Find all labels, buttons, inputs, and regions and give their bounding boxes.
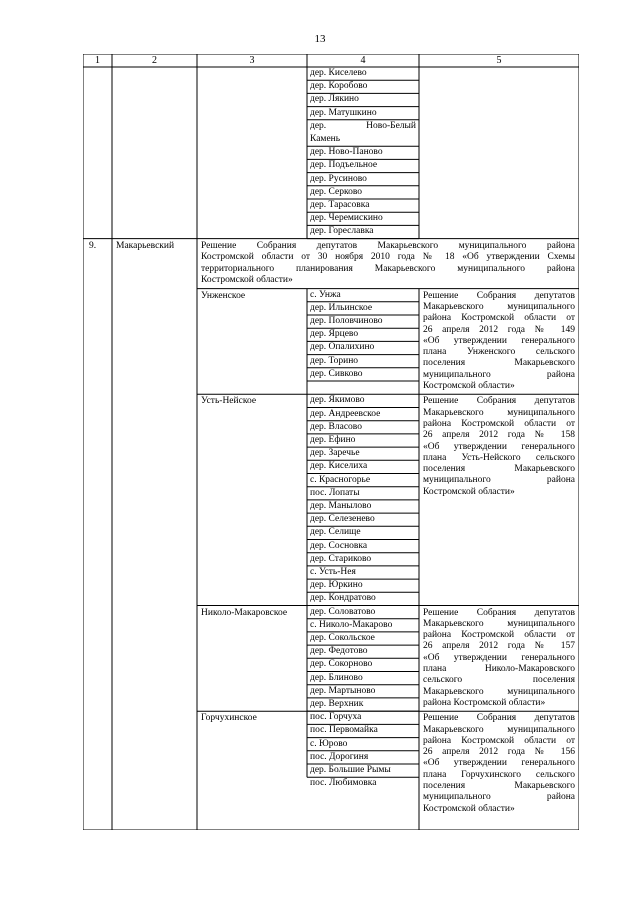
village-name: дер. Русиново [310, 173, 367, 184]
settlement-name: Николо-Макаровское [201, 607, 288, 618]
village-name: пос. Первомайка [310, 725, 378, 736]
village-name: с. Юрово [310, 738, 348, 749]
district-decision-line: Решение Собрания депутатов Макарьевского муниципального района [201, 240, 575, 251]
district-decision-line: Костромской области от 30 ноября 2010 года № 18 «Об утверждении Схемы [201, 252, 575, 263]
settlement-name: Унженское [201, 290, 246, 301]
page-number: 13 [314, 33, 326, 45]
column-header: 1 [95, 55, 100, 66]
village-name: дер. Блиново [310, 672, 363, 683]
settlement-decision-line: поселения Макарьевского [423, 464, 575, 475]
settlement-decision-line: района Костромской области от [423, 735, 575, 746]
village-name: с. Красногорье [310, 474, 371, 485]
village-name: дер. Большие Рымы [310, 765, 391, 775]
settlement-decision-line: Макарьевского муниципального [423, 618, 575, 629]
settlement-decision-line: 26 апреля 2012 года № 156 [423, 747, 575, 758]
village-name: дер. Торино [310, 355, 359, 366]
village-name: дер. Ефино [310, 434, 356, 445]
settlement-decision-line: поселения Макарьевского [423, 358, 575, 369]
village-name: дер. Сосновка [310, 540, 368, 551]
settlement-decision-line: Макарьевского муниципального [423, 724, 575, 735]
village-name: с. Унжа [310, 289, 341, 300]
column-header: 4 [360, 55, 366, 66]
settlement-decision-line: Решение Собрания депутатов [423, 396, 575, 407]
village-name: дер. Кондратово [310, 593, 376, 604]
settlement-decision-line: района Костромской области» [423, 697, 546, 708]
village-name: дер. Юркино [310, 580, 363, 591]
district-name: Макарьевский [116, 240, 175, 251]
village-name: дер. Лякино [310, 94, 359, 105]
settlement-decision-line: Костромской области» [423, 381, 515, 391]
village-name: пос. Любимовка [310, 778, 377, 789]
village-name: дер. Опалихино [310, 342, 375, 353]
settlement-decision-line: 26 апреля 2012 года № 149 [423, 324, 575, 335]
village-name: дер. Ярцево [310, 329, 359, 340]
village-name: дер. Верхник [310, 698, 364, 709]
regulation-table [83, 54, 579, 830]
settlement-decision-line: «Об утверждении генерального [423, 441, 575, 452]
settlement-decision-line: плана Горчухинского сельского [423, 769, 575, 780]
settlement-decision-line: 26 апреля 2012 года № 157 [423, 641, 575, 652]
village-name: дер. Подъельное [310, 160, 378, 171]
village-name: дер. Сокорново [310, 659, 373, 670]
village-name: дер. Киселиха [310, 461, 368, 472]
village-name: с. Николо-Макарово [310, 619, 393, 630]
village-name: дер. Андреевское [310, 408, 381, 419]
village-name: дер. Манылово [310, 500, 372, 511]
column-header: 2 [152, 55, 157, 66]
settlement-name: Горчухинское [201, 713, 257, 724]
settlement-decision-line: Решение Собрания депутатов [423, 713, 575, 724]
village-name: дер. Матушкино [310, 107, 377, 118]
settlement-decision-line: Макарьевского муниципального [423, 407, 575, 418]
village-name: дер. Ново-Белый [310, 120, 416, 131]
village-name: дер. Киселево [310, 68, 367, 78]
village-name: дер. Ново-Паново [310, 147, 383, 158]
village-name: дер. Стариково [310, 553, 372, 564]
village-name: дер. Сокольское [310, 632, 375, 643]
settlement-decision-line: Костромской области» [423, 486, 515, 497]
settlement-decision-line: Решение Собрания депутатов [423, 290, 575, 301]
village-name: дер. Якимово [310, 395, 365, 406]
village-name: дер. Власово [310, 421, 362, 432]
village-name: с. Усть-Нея [310, 566, 356, 577]
village-name: дер. Черемискино [310, 213, 383, 224]
settlement-decision-line: Макарьевского муниципального [423, 301, 575, 312]
district-decision-line: территориального планирования Макарьевского муниципального района [201, 263, 575, 274]
settlement-decision-line: плана Усть-Нейского сельского [423, 452, 575, 463]
settlement-decision-line: «Об утверждении генерального [423, 652, 575, 663]
village-name: дер. Ильинское [310, 302, 373, 313]
settlement-decision-line: муниципального района [423, 369, 575, 380]
column-header: 5 [496, 55, 502, 66]
settlement-decision-line: 26 апреля 2012 года № 158 [423, 430, 575, 441]
settlement-decision-line: района Костромской области от [423, 630, 575, 641]
village-name: дер. Серково [310, 186, 363, 197]
district-decision-line: Костромской области» [201, 275, 293, 286]
settlement-decision-line: Макарьевского муниципального [423, 686, 575, 697]
settlement-decision-line: сельского поселения [423, 675, 575, 686]
village-name: пос. Лопаты [310, 487, 360, 498]
village-name: дер. Селище [310, 527, 361, 538]
village-name: дер. Тарасовка [310, 200, 370, 210]
settlement-decision-line: муниципального района [423, 475, 575, 486]
village-name: дер. Заречье [310, 448, 360, 459]
settlement-decision-line: плана Унженского сельского [423, 347, 575, 358]
settlement-decision-line: района Костромской области от [423, 418, 575, 429]
village-name: дер. Гореславка [310, 226, 374, 237]
village-name: пос. Дорогиня [310, 751, 369, 762]
settlement-decision-line: плана Николо-Макаровского [423, 664, 575, 674]
settlement-decision-line: поселения Макарьевского [423, 781, 575, 791]
village-name: Камень [310, 134, 341, 144]
column-header: 3 [249, 55, 255, 66]
village-name: пос. Горчуха [310, 712, 362, 723]
settlement-decision-line: муниципального района [423, 792, 575, 803]
settlement-decision-line: Костромской области» [423, 803, 515, 814]
village-name: дер. Коробово [310, 81, 368, 92]
village-name: дер. Селезенево [310, 514, 375, 525]
village-name: дер. Сивково [310, 368, 363, 379]
settlement-name: Усть-Нейское [201, 396, 257, 407]
entry-number: 9. [89, 240, 97, 251]
settlement-decision-line: «Об утверждении генерального [423, 758, 575, 769]
village-name: дер. Федотово [310, 646, 368, 657]
village-name: дер. Половчиново [310, 316, 383, 326]
village-name: дер. Соловатово [310, 606, 376, 617]
settlement-decision-line: района Костромской области от [423, 313, 575, 324]
settlement-decision-line: Решение Собрания депутатов [423, 607, 575, 618]
village-name: дер. Мартыново [310, 685, 376, 696]
settlement-decision-line: «Об утверждении генерального [423, 335, 575, 346]
